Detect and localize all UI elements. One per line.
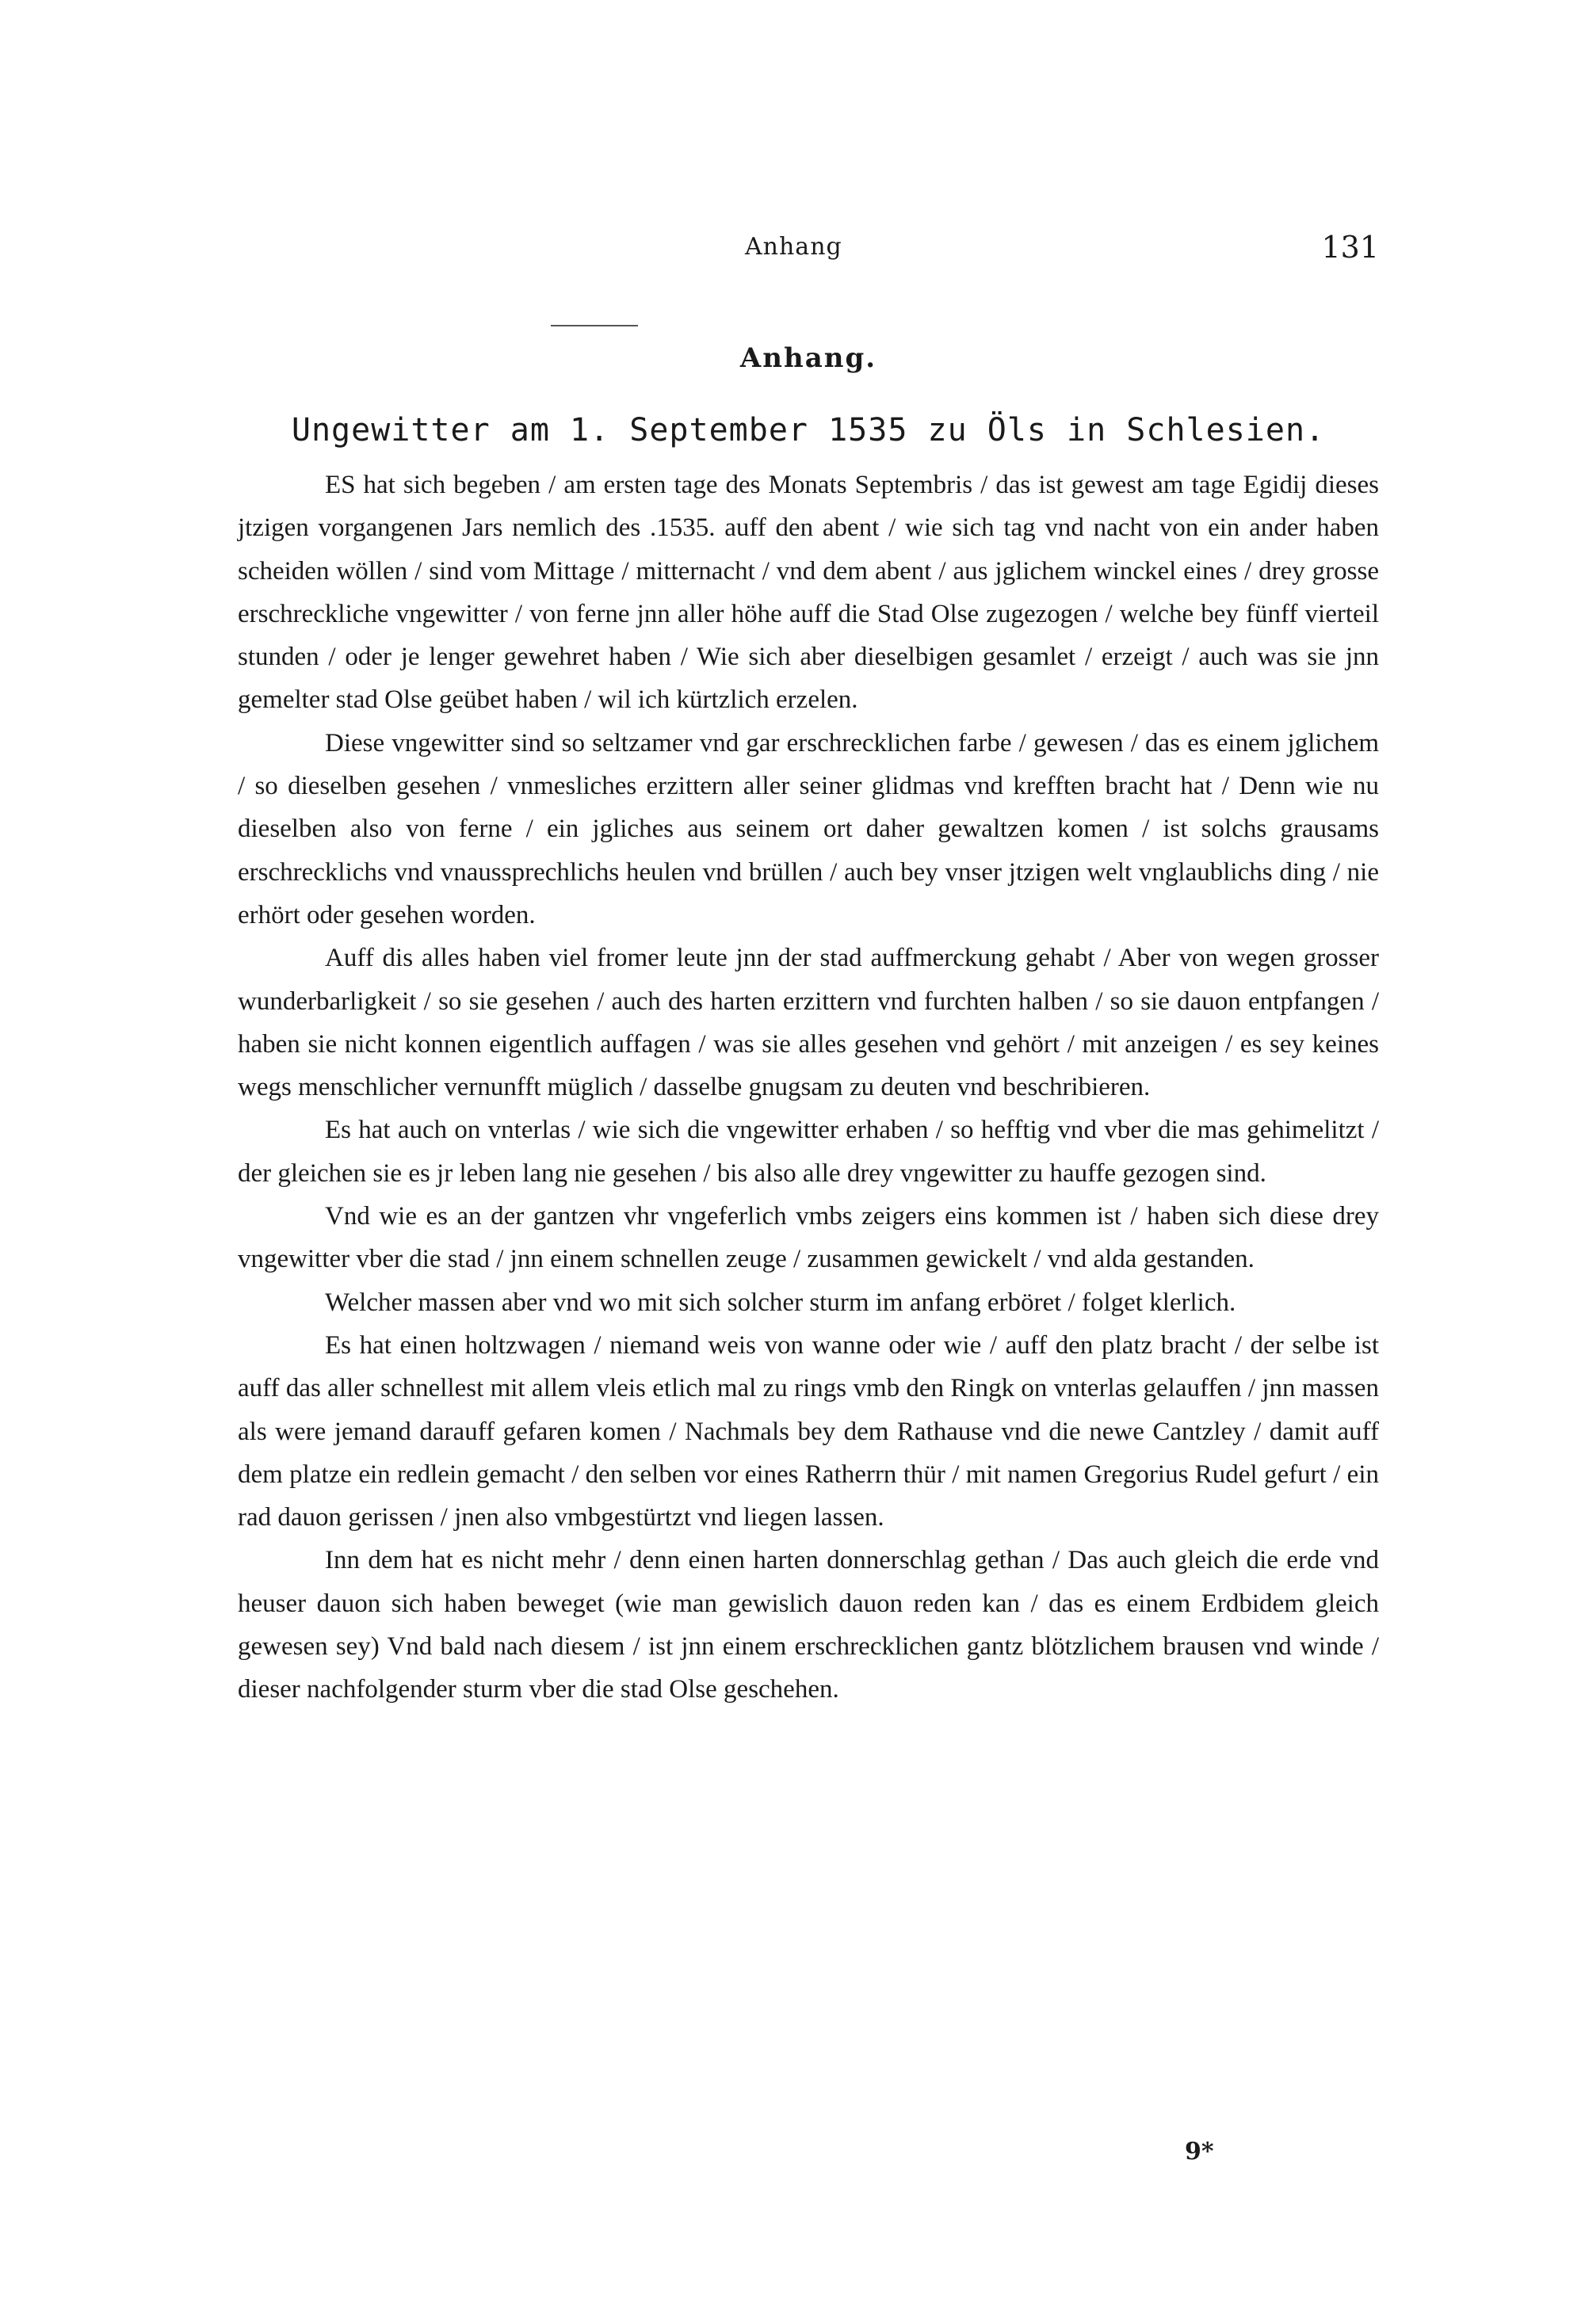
page-number: 131: [1321, 230, 1379, 265]
paragraph: Vnd wie es an der gantzen vhr vngeferlich vmbs zeigers eins kommen ist / haben sich diese drey vngewitter vber die stad / jnn einem schnellen zeuge / zusammen gewickelt / vnd alda gestanden.: [238, 1202, 1379, 1274]
paragraph: Es hat einen holtzwagen / niemand weis von wanne oder wie / auff den platz bracht / der selbe ist auff das aller schnellest mit allem vleis etlich mal zu rings vmb den Ringk on vnterlas gelauffen / jnn massen als were jemand darauff gefaren komen / Nachmals bey dem Rathause vnd die newe Cantzley / damit auff dem platze ein redlein gemacht / den selben vor eines Ratherrn thür / mit namen Gregorius Rudel gefurt / ein rad dauon gerissen / jnen also vmbgestürtzt vnd liegen lassen.: [238, 1330, 1379, 1532]
paragraph: Es hat auch on vnterlas / wie sich die vngewitter erhaben / so hefftig vnd vber die mas gehimelitzt / der gleichen sie es jr leben lang nie gesehen / bis also alle drey vngewitter zu hauffe gezogen sind.: [238, 1116, 1379, 1188]
paragraph: Auff dis alles haben viel fromer leute jnn der stad auffmerckung gehabt / Aber von wegen grosser wunderbarligkeit / so sie gesehen / auch des harten erzittern vnd furchten halben / so sie dauon entpfangen / haben sie nicht konnen eigentlich auffagen / was sie alles gesehen vnd gehört / mit anzeigen / es sey keines wegs menschlicher vernunfft müglich / dasselbe gnugsam zu deuten vnd beschribieren.: [238, 944, 1379, 1102]
section-subtitle: Ungewitter am 1. September 1535 zu Öls in Schlesien.: [291, 412, 1326, 448]
paragraph: Welcher massen aber vnd wo mit sich solcher sturm im anfang erböret / folget klerlich.: [325, 1288, 1236, 1317]
running-title: Anhang: [745, 233, 842, 261]
body-text: [238, 464, 1379, 1712]
heading-rule: [551, 325, 638, 326]
section-heading: Anhang.: [739, 342, 877, 374]
running-header: [238, 230, 1379, 269]
signature-mark: 9*: [1185, 2138, 1214, 2166]
paragraph: Inn dem hat es nicht mehr / denn einen harten donnerschlag gethan / Das auch gleich die erde vnd heuser dauon sich haben beweget (wie man gewislich dauon reden kan / das es einem Erdbidem gleich gewesen sey) Vnd bald nach diesem / ist jnn einem erschrecklichen gantz blötzlichem brausen vnd winde / dieser nachfolgender sturm vber die stad Olse geschehen.: [238, 1546, 1379, 1704]
paragraph: Diese vngewitter sind so seltzamer vnd gar erschrecklichen farbe / gewesen / das es einem jglichem / so dieselben gesehen / vnmesliches erzittern aller seiner glidmas vnd krefften bracht hat / Denn wie nu dieselben also von ferne / ein jgliches aus seinem ort daher gewaltzen komen / ist solchs grausams erschrecklichs vnd vnaussprechlichs heulen vnd brüllen / auch bey vnser jtzigen welt vnglaublichs ding / nie erhört oder gesehen worden.: [238, 728, 1379, 929]
paragraph: ES hat sich begeben / am ersten tage des Monats Septembris / das ist gewest am tage Egidij dieses jtzigen vorgangenen Jars nemlich des .1535. auff den abent / wie sich tag vnd nacht von ein ander haben scheiden wöllen / sind vom Mittage / mitternacht / vnd dem abent / aus jglichem winckel eines / drey grosse erschreckliche vngewitter / von ferne jnn aller höhe auff die Stad Olse zugezogen / welche bey fünff vierteil stunden / oder je lenger gewehret haben / Wie sich aber dieselbigen gesamlet / erzeigt / auch was sie jnn gemelter stad Olse geübet haben / wil ich kürtzlich erzelen.: [238, 471, 1379, 715]
